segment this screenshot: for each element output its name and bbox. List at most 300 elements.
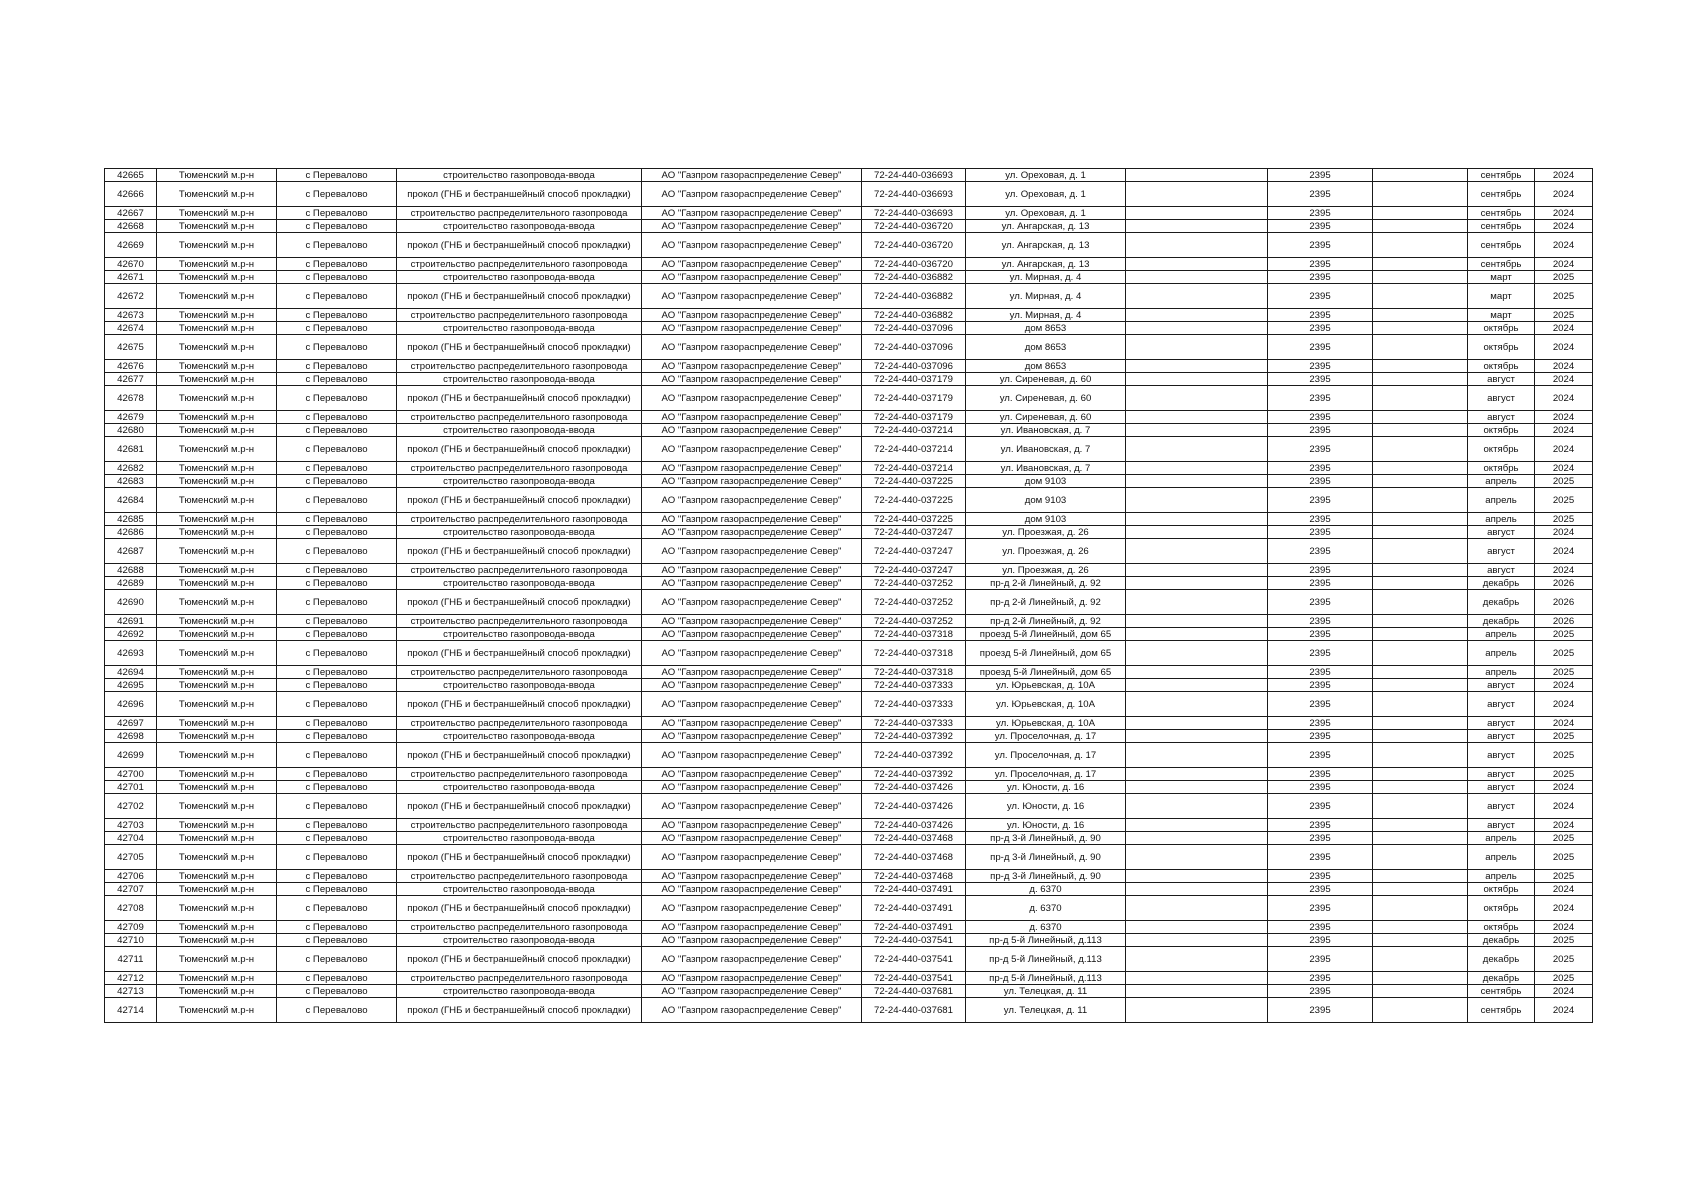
cell-object-code: 72-24-440-036693	[862, 182, 966, 207]
cell-organization: АО "Газпром газораспределение Север"	[642, 386, 862, 411]
cell-district: Тюменский м.р-н	[157, 985, 277, 998]
cell-row-number: 42698	[105, 730, 157, 743]
cell-empty-cell	[1126, 615, 1268, 628]
cell-row-number: 42669	[105, 233, 157, 258]
cell-year: 2024	[1535, 794, 1593, 819]
cell-organization: АО "Газпром газораспределение Север"	[642, 437, 862, 462]
cell-settlement: с Перевалово	[277, 169, 397, 182]
cell-month: апрель	[1468, 475, 1535, 488]
cell-year: 2026	[1535, 577, 1593, 590]
table-row	[105, 666, 1593, 679]
cell-settlement: с Перевалово	[277, 220, 397, 233]
cell-cost-value: 2395	[1268, 386, 1373, 411]
cell-empty-cell	[1373, 781, 1468, 794]
cell-organization: АО "Газпром газораспределение Север"	[642, 870, 862, 883]
cell-address: дом 8653	[966, 322, 1126, 335]
cell-month: октябрь	[1468, 883, 1535, 896]
cell-empty-cell	[1126, 679, 1268, 692]
cell-empty-cell	[1373, 972, 1468, 985]
cell-work-type: строительство газопровода-ввода	[397, 883, 642, 896]
cell-year: 2024	[1535, 692, 1593, 717]
cell-year: 2024	[1535, 182, 1593, 207]
cell-month: декабрь	[1468, 947, 1535, 972]
cell-organization: АО "Газпром газораспределение Север"	[642, 743, 862, 768]
cell-empty-cell	[1126, 462, 1268, 475]
cell-year: 2024	[1535, 998, 1593, 1023]
cell-year: 2024	[1535, 883, 1593, 896]
cell-cost-value: 2395	[1268, 424, 1373, 437]
cell-cost-value: 2395	[1268, 437, 1373, 462]
cell-work-type: строительство газопровода-ввода	[397, 985, 642, 998]
cell-object-code: 72-24-440-037491	[862, 921, 966, 934]
cell-work-type: прокол (ГНБ и бестраншейный способ прокладки)	[397, 335, 642, 360]
cell-work-type: прокол (ГНБ и бестраншейный способ прокладки)	[397, 896, 642, 921]
cell-row-number: 42692	[105, 628, 157, 641]
cell-district: Тюменский м.р-н	[157, 271, 277, 284]
cell-address: пр-д 3-й Линейный, д. 90	[966, 870, 1126, 883]
cell-organization: АО "Газпром газораспределение Север"	[642, 577, 862, 590]
cell-empty-cell	[1126, 220, 1268, 233]
cell-settlement: с Перевалово	[277, 488, 397, 513]
cell-address: дом 9103	[966, 475, 1126, 488]
cell-cost-value: 2395	[1268, 730, 1373, 743]
cell-empty-cell	[1126, 539, 1268, 564]
cell-row-number: 42707	[105, 883, 157, 896]
cell-empty-cell	[1126, 985, 1268, 998]
cell-cost-value: 2395	[1268, 513, 1373, 526]
cell-year: 2025	[1535, 730, 1593, 743]
cell-row-number: 42713	[105, 985, 157, 998]
cell-month: апрель	[1468, 641, 1535, 666]
cell-empty-cell	[1373, 424, 1468, 437]
cell-object-code: 72-24-440-037096	[862, 322, 966, 335]
cell-empty-cell	[1373, 309, 1468, 322]
cell-organization: АО "Газпром газораспределение Север"	[642, 360, 862, 373]
cell-object-code: 72-24-440-037318	[862, 641, 966, 666]
table-row	[105, 883, 1593, 896]
cell-row-number: 42697	[105, 717, 157, 730]
cell-address: ул. Юности, д. 16	[966, 781, 1126, 794]
cell-settlement: с Перевалово	[277, 832, 397, 845]
cell-empty-cell	[1126, 921, 1268, 934]
cell-empty-cell	[1373, 628, 1468, 641]
cell-address: проезд 5-й Линейный, дом 65	[966, 628, 1126, 641]
cell-object-code: 72-24-440-037318	[862, 666, 966, 679]
cell-district: Тюменский м.р-н	[157, 934, 277, 947]
cell-settlement: с Перевалово	[277, 998, 397, 1023]
cell-work-type: строительство газопровода-ввода	[397, 373, 642, 386]
cell-address: пр-д 3-й Линейный, д. 90	[966, 845, 1126, 870]
cell-month: август	[1468, 539, 1535, 564]
cell-row-number: 42674	[105, 322, 157, 335]
cell-year: 2025	[1535, 845, 1593, 870]
cell-object-code: 72-24-440-037179	[862, 411, 966, 424]
cell-object-code: 72-24-440-037225	[862, 513, 966, 526]
cell-empty-cell	[1126, 934, 1268, 947]
cell-object-code: 72-24-440-037214	[862, 424, 966, 437]
cell-empty-cell	[1126, 743, 1268, 768]
cell-address: ул. Сиреневая, д. 60	[966, 411, 1126, 424]
cell-year: 2024	[1535, 322, 1593, 335]
cell-cost-value: 2395	[1268, 896, 1373, 921]
cell-settlement: с Перевалово	[277, 424, 397, 437]
cell-year: 2024	[1535, 781, 1593, 794]
table-row	[105, 233, 1593, 258]
cell-district: Тюменский м.р-н	[157, 220, 277, 233]
cell-cost-value: 2395	[1268, 641, 1373, 666]
cell-settlement: с Перевалово	[277, 985, 397, 998]
cell-settlement: с Перевалово	[277, 526, 397, 539]
cell-year: 2024	[1535, 207, 1593, 220]
cell-row-number: 42680	[105, 424, 157, 437]
cell-district: Тюменский м.р-н	[157, 590, 277, 615]
cell-cost-value: 2395	[1268, 998, 1373, 1023]
cell-row-number: 42686	[105, 526, 157, 539]
cell-row-number: 42691	[105, 615, 157, 628]
cell-row-number: 42675	[105, 335, 157, 360]
cell-month: август	[1468, 794, 1535, 819]
table-row	[105, 182, 1593, 207]
cell-organization: АО "Газпром газораспределение Север"	[642, 258, 862, 271]
cell-month: декабрь	[1468, 577, 1535, 590]
table-row	[105, 794, 1593, 819]
cell-work-type: строительство газопровода-ввода	[397, 526, 642, 539]
cell-month: сентябрь	[1468, 233, 1535, 258]
cell-row-number: 42708	[105, 896, 157, 921]
cell-row-number: 42709	[105, 921, 157, 934]
cell-object-code: 72-24-440-037247	[862, 539, 966, 564]
cell-empty-cell	[1373, 794, 1468, 819]
table-row	[105, 590, 1593, 615]
cell-settlement: с Перевалово	[277, 845, 397, 870]
cell-empty-cell	[1126, 692, 1268, 717]
cell-empty-cell	[1373, 730, 1468, 743]
cell-cost-value: 2395	[1268, 169, 1373, 182]
cell-object-code: 72-24-440-036882	[862, 284, 966, 309]
cell-address: пр-д 2-й Линейный, д. 92	[966, 577, 1126, 590]
cell-month: август	[1468, 386, 1535, 411]
cell-work-type: строительство газопровода-ввода	[397, 628, 642, 641]
table-row	[105, 692, 1593, 717]
cell-empty-cell	[1373, 666, 1468, 679]
table-row	[105, 322, 1593, 335]
cell-work-type: прокол (ГНБ и бестраншейный способ прокладки)	[397, 488, 642, 513]
cell-cost-value: 2395	[1268, 526, 1373, 539]
cell-row-number: 42666	[105, 182, 157, 207]
cell-row-number: 42684	[105, 488, 157, 513]
cell-year: 2025	[1535, 832, 1593, 845]
cell-empty-cell	[1126, 590, 1268, 615]
table-row	[105, 947, 1593, 972]
cell-empty-cell	[1373, 615, 1468, 628]
cell-empty-cell	[1126, 832, 1268, 845]
cell-cost-value: 2395	[1268, 220, 1373, 233]
cell-empty-cell	[1126, 870, 1268, 883]
cell-object-code: 72-24-440-037491	[862, 896, 966, 921]
cell-settlement: с Перевалово	[277, 182, 397, 207]
cell-empty-cell	[1126, 207, 1268, 220]
cell-month: август	[1468, 819, 1535, 832]
table-row	[105, 641, 1593, 666]
cell-empty-cell	[1126, 513, 1268, 526]
cell-empty-cell	[1373, 679, 1468, 692]
cell-object-code: 72-24-440-037252	[862, 577, 966, 590]
cell-object-code: 72-24-440-037214	[862, 462, 966, 475]
cell-row-number: 42679	[105, 411, 157, 424]
cell-row-number: 42693	[105, 641, 157, 666]
cell-address: ул. Ивановская, д. 7	[966, 437, 1126, 462]
cell-cost-value: 2395	[1268, 577, 1373, 590]
cell-work-type: прокол (ГНБ и бестраншейный способ прокладки)	[397, 743, 642, 768]
cell-month: октябрь	[1468, 437, 1535, 462]
cell-settlement: с Перевалово	[277, 207, 397, 220]
cell-object-code: 72-24-440-037491	[862, 883, 966, 896]
cell-district: Тюменский м.р-н	[157, 386, 277, 411]
cell-work-type: строительство газопровода-ввода	[397, 679, 642, 692]
cell-district: Тюменский м.р-н	[157, 781, 277, 794]
cell-address: пр-д 5-й Линейный, д.113	[966, 947, 1126, 972]
cell-cost-value: 2395	[1268, 271, 1373, 284]
cell-object-code: 72-24-440-037179	[862, 386, 966, 411]
cell-year: 2024	[1535, 335, 1593, 360]
cell-work-type: прокол (ГНБ и бестраншейный способ прокладки)	[397, 182, 642, 207]
cell-work-type: строительство газопровода-ввода	[397, 271, 642, 284]
cell-empty-cell	[1126, 883, 1268, 896]
cell-settlement: с Перевалово	[277, 692, 397, 717]
cell-cost-value: 2395	[1268, 666, 1373, 679]
cell-month: август	[1468, 526, 1535, 539]
cell-district: Тюменский м.р-н	[157, 258, 277, 271]
cell-year: 2024	[1535, 462, 1593, 475]
cell-district: Тюменский м.р-н	[157, 373, 277, 386]
cell-settlement: с Перевалово	[277, 947, 397, 972]
table-row	[105, 526, 1593, 539]
cell-empty-cell	[1126, 373, 1268, 386]
cell-empty-cell	[1126, 309, 1268, 322]
cell-organization: АО "Газпром газораспределение Север"	[642, 883, 862, 896]
cell-organization: АО "Газпром газораспределение Север"	[642, 832, 862, 845]
cell-settlement: с Перевалово	[277, 870, 397, 883]
cell-object-code: 72-24-440-037392	[862, 730, 966, 743]
cell-empty-cell	[1126, 386, 1268, 411]
cell-organization: АО "Газпром газораспределение Север"	[642, 666, 862, 679]
cell-row-number: 42710	[105, 934, 157, 947]
cell-organization: АО "Газпром газораспределение Север"	[642, 373, 862, 386]
table-row	[105, 832, 1593, 845]
cell-month: сентябрь	[1468, 169, 1535, 182]
table-row	[105, 488, 1593, 513]
cell-month: октябрь	[1468, 424, 1535, 437]
cell-address: ул. Ореховая, д. 1	[966, 182, 1126, 207]
cell-empty-cell	[1373, 641, 1468, 666]
table-row	[105, 373, 1593, 386]
cell-cost-value: 2395	[1268, 985, 1373, 998]
cell-empty-cell	[1126, 972, 1268, 985]
cell-organization: АО "Газпром газораспределение Север"	[642, 692, 862, 717]
cell-year: 2024	[1535, 437, 1593, 462]
cell-address: ул. Ореховая, д. 1	[966, 169, 1126, 182]
cell-organization: АО "Газпром газораспределение Север"	[642, 768, 862, 781]
cell-empty-cell	[1373, 437, 1468, 462]
cell-cost-value: 2395	[1268, 564, 1373, 577]
cell-work-type: строительство газопровода-ввода	[397, 322, 642, 335]
cell-settlement: с Перевалово	[277, 437, 397, 462]
cell-work-type: строительство распределительного газопровода	[397, 309, 642, 322]
cell-district: Тюменский м.р-н	[157, 462, 277, 475]
cell-empty-cell	[1373, 258, 1468, 271]
table-row	[105, 845, 1593, 870]
cell-year: 2024	[1535, 717, 1593, 730]
cell-organization: АО "Газпром газораспределение Север"	[642, 220, 862, 233]
cell-empty-cell	[1373, 411, 1468, 424]
cell-empty-cell	[1126, 488, 1268, 513]
cell-district: Тюменский м.р-н	[157, 794, 277, 819]
cell-object-code: 72-24-440-037214	[862, 437, 966, 462]
cell-settlement: с Перевалово	[277, 258, 397, 271]
cell-district: Тюменский м.р-н	[157, 819, 277, 832]
cell-row-number: 42706	[105, 870, 157, 883]
cell-cost-value: 2395	[1268, 679, 1373, 692]
cell-cost-value: 2395	[1268, 284, 1373, 309]
cell-work-type: строительство распределительного газопровода	[397, 411, 642, 424]
cell-empty-cell	[1373, 717, 1468, 730]
cell-settlement: с Перевалово	[277, 233, 397, 258]
cell-work-type: строительство газопровода-ввода	[397, 424, 642, 437]
table-row	[105, 437, 1593, 462]
cell-address: пр-д 3-й Линейный, д. 90	[966, 832, 1126, 845]
cell-address: дом 8653	[966, 335, 1126, 360]
cell-row-number: 42705	[105, 845, 157, 870]
cell-cost-value: 2395	[1268, 322, 1373, 335]
cell-month: декабрь	[1468, 972, 1535, 985]
cell-object-code: 72-24-440-037252	[862, 615, 966, 628]
cell-empty-cell	[1373, 462, 1468, 475]
cell-empty-cell	[1373, 577, 1468, 590]
cell-empty-cell	[1126, 335, 1268, 360]
cell-object-code: 72-24-440-037426	[862, 819, 966, 832]
cell-month: сентябрь	[1468, 258, 1535, 271]
cell-organization: АО "Газпром газораспределение Север"	[642, 335, 862, 360]
cell-work-type: строительство газопровода-ввода	[397, 781, 642, 794]
cell-organization: АО "Газпром газораспределение Север"	[642, 271, 862, 284]
table-row	[105, 411, 1593, 424]
cell-work-type: прокол (ГНБ и бестраншейный способ прокладки)	[397, 437, 642, 462]
cell-row-number: 42699	[105, 743, 157, 768]
cell-month: апрель	[1468, 845, 1535, 870]
cell-month: август	[1468, 768, 1535, 781]
cell-empty-cell	[1373, 743, 1468, 768]
cell-empty-cell	[1373, 182, 1468, 207]
cell-cost-value: 2395	[1268, 207, 1373, 220]
cell-settlement: с Перевалово	[277, 743, 397, 768]
cell-row-number: 42682	[105, 462, 157, 475]
cell-month: август	[1468, 692, 1535, 717]
cell-address: ул. Ивановская, д. 7	[966, 462, 1126, 475]
cell-work-type: строительство распределительного газопровода	[397, 666, 642, 679]
cell-row-number: 42676	[105, 360, 157, 373]
cell-district: Тюменский м.р-н	[157, 169, 277, 182]
cell-empty-cell	[1126, 182, 1268, 207]
cell-organization: АО "Газпром газораспределение Север"	[642, 590, 862, 615]
cell-month: сентябрь	[1468, 220, 1535, 233]
cell-organization: АО "Газпром газораспределение Север"	[642, 526, 862, 539]
cell-object-code: 72-24-440-037247	[862, 564, 966, 577]
cell-settlement: с Перевалово	[277, 309, 397, 322]
cell-month: декабрь	[1468, 934, 1535, 947]
cell-year: 2025	[1535, 666, 1593, 679]
cell-settlement: с Перевалово	[277, 271, 397, 284]
cell-cost-value: 2395	[1268, 488, 1373, 513]
cell-district: Тюменский м.р-н	[157, 870, 277, 883]
cell-organization: АО "Газпром газораспределение Север"	[642, 564, 862, 577]
cell-row-number: 42711	[105, 947, 157, 972]
cell-address: ул. Проезжая, д. 26	[966, 564, 1126, 577]
cell-settlement: с Перевалово	[277, 972, 397, 985]
cell-row-number: 42668	[105, 220, 157, 233]
cell-work-type: строительство распределительного газопровода	[397, 768, 642, 781]
cell-district: Тюменский м.р-н	[157, 564, 277, 577]
cell-month: август	[1468, 717, 1535, 730]
cell-month: март	[1468, 284, 1535, 309]
cell-cost-value: 2395	[1268, 475, 1373, 488]
cell-year: 2024	[1535, 373, 1593, 386]
cell-year: 2025	[1535, 488, 1593, 513]
table-row	[105, 577, 1593, 590]
cell-organization: АО "Газпром газораспределение Север"	[642, 182, 862, 207]
cell-object-code: 72-24-440-036693	[862, 207, 966, 220]
cell-row-number: 42678	[105, 386, 157, 411]
cell-organization: АО "Газпром газораспределение Север"	[642, 947, 862, 972]
cell-organization: АО "Газпром газораспределение Север"	[642, 615, 862, 628]
cell-year: 2025	[1535, 309, 1593, 322]
cell-empty-cell	[1126, 998, 1268, 1023]
cell-month: март	[1468, 271, 1535, 284]
cell-address: д. 6370	[966, 896, 1126, 921]
cell-work-type: строительство газопровода-ввода	[397, 169, 642, 182]
cell-district: Тюменский м.р-н	[157, 947, 277, 972]
cell-settlement: с Перевалово	[277, 666, 397, 679]
cell-empty-cell	[1373, 934, 1468, 947]
cell-organization: АО "Газпром газораспределение Север"	[642, 641, 862, 666]
cell-month: апрель	[1468, 666, 1535, 679]
cell-address: д. 6370	[966, 883, 1126, 896]
cell-row-number: 42689	[105, 577, 157, 590]
cell-organization: АО "Газпром газораспределение Север"	[642, 845, 862, 870]
cell-year: 2025	[1535, 934, 1593, 947]
cell-object-code: 72-24-440-037333	[862, 717, 966, 730]
cell-empty-cell	[1126, 360, 1268, 373]
cell-work-type: прокол (ГНБ и бестраншейный способ прокладки)	[397, 284, 642, 309]
cell-empty-cell	[1373, 475, 1468, 488]
cell-object-code: 72-24-440-037541	[862, 934, 966, 947]
cell-organization: АО "Газпром газораспределение Север"	[642, 998, 862, 1023]
cell-cost-value: 2395	[1268, 462, 1373, 475]
cell-empty-cell	[1373, 220, 1468, 233]
cell-empty-cell	[1373, 768, 1468, 781]
table-row	[105, 513, 1593, 526]
cell-empty-cell	[1373, 985, 1468, 998]
cell-year: 2024	[1535, 539, 1593, 564]
cell-empty-cell	[1373, 271, 1468, 284]
table-row	[105, 386, 1593, 411]
cell-empty-cell	[1373, 335, 1468, 360]
cell-work-type: строительство распределительного газопровода	[397, 615, 642, 628]
cell-settlement: с Перевалово	[277, 475, 397, 488]
cell-empty-cell	[1373, 998, 1468, 1023]
cell-work-type: строительство распределительного газопровода	[397, 207, 642, 220]
cell-empty-cell	[1126, 169, 1268, 182]
cell-month: апрель	[1468, 488, 1535, 513]
